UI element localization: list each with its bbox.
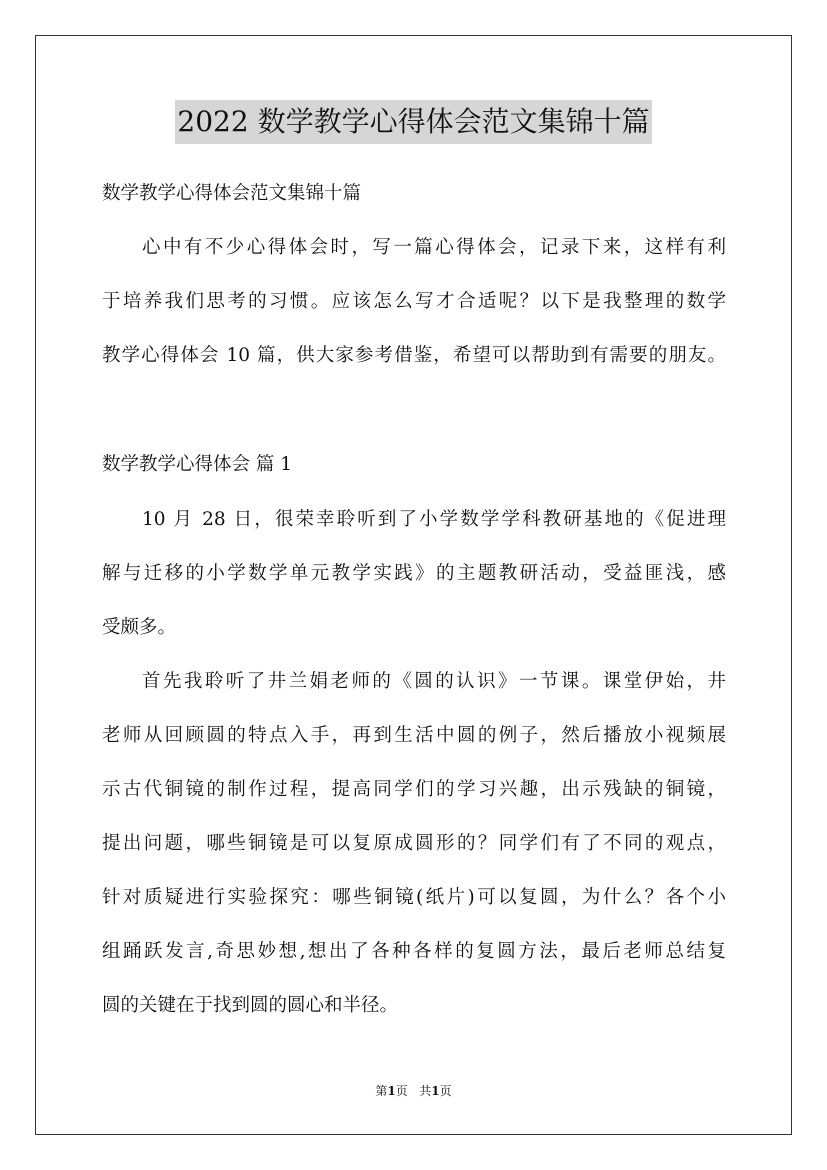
title-container <box>0 100 827 144</box>
section-heading: 数学教学心得体会 篇 1 <box>102 454 293 475</box>
document-subtitle: 数学教学心得体会范文集锦十篇 <box>102 183 362 204</box>
paragraph-line: 受颇多。 <box>102 617 177 638</box>
paragraph-line: 针对质疑进行实验探究：哪些铜镜(纸片)可以复圆，为什么？各个小 <box>102 887 726 908</box>
page-footer <box>0 1083 827 1099</box>
intro-line: 教学心得体会 10 篇，供大家参考借鉴，希望可以帮助到有需要的朋友。 <box>102 345 726 366</box>
document-title: 2022 数学教学心得体会范文集锦十篇 <box>175 100 651 144</box>
footer-total-prefix: 共 <box>419 1084 432 1098</box>
paragraph-line: 10 月 28 日，很荣幸聆听到了小学数学学科教研基地的《促进理 <box>142 509 726 530</box>
footer-total-suffix: 页 <box>439 1084 452 1098</box>
footer-page-suffix: 页 <box>395 1084 408 1098</box>
paragraph-line: 圆的关键在于找到圆的圆心和半径。 <box>102 995 399 1016</box>
footer-total-number: 1 <box>431 1084 440 1098</box>
paragraph-line: 首先我聆听了井兰娟老师的《圆的认识》一节课。课堂伊始，井 <box>142 671 726 692</box>
footer-page-prefix: 第 <box>375 1084 388 1098</box>
footer-page-number: 1 <box>387 1084 396 1098</box>
paragraph-line: 解与迁移的小学数学单元教学实践》的主题教研活动，受益匪浅，感 <box>102 563 726 584</box>
intro-line: 心中有不少心得体会时，写一篇心得体会，记录下来，这样有利 <box>142 237 726 258</box>
paragraph-line: 组踊跃发言,奇思妙想,想出了各种各样的复圆方法，最后老师总结复 <box>102 941 726 962</box>
intro-line: 于培养我们思考的习惯。应该怎么写才合适呢？以下是我整理的数学 <box>102 291 726 312</box>
paragraph-line: 老师从回顾圆的特点入手，再到生活中圆的例子，然后播放小视频展 <box>102 725 726 746</box>
paragraph-line: 示古代铜镜的制作过程，提高同学们的学习兴趣，出示残缺的铜镜， <box>102 779 726 800</box>
paragraph-line: 提出问题，哪些铜镜是可以复原成圆形的？同学们有了不同的观点， <box>102 833 726 854</box>
